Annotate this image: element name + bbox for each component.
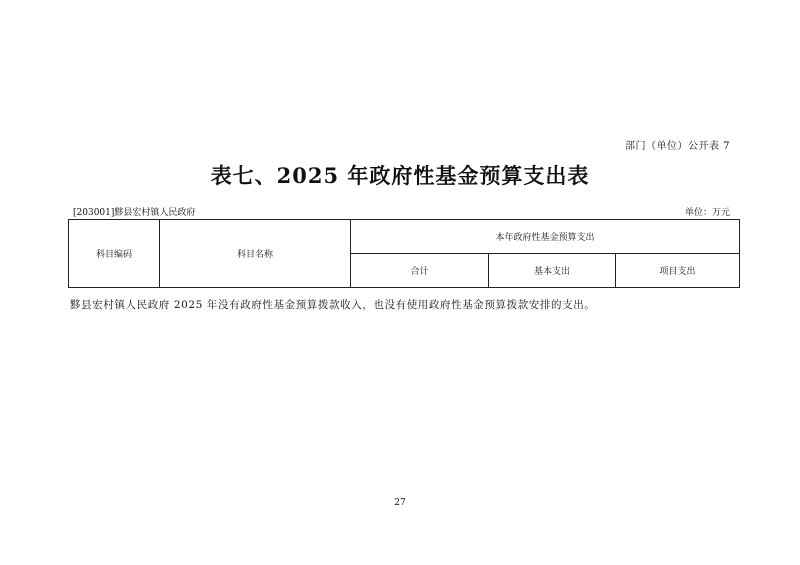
form-identifier: 部门（单位）公开表 7 xyxy=(624,141,730,152)
column-header-basic: 基本支出 xyxy=(489,254,616,288)
page-number: 27 xyxy=(394,498,406,508)
unit-name: [203001]黟县宏村镇人民政府 xyxy=(73,208,196,218)
currency-unit-label: 单位：万元 xyxy=(684,208,730,218)
explanatory-note: 黟县宏村镇人民政府 2025 年没有政府性基金预算拨款收入，也没有使用政府性基金预算拨款安排的支出。 xyxy=(70,299,596,311)
budget-table xyxy=(68,219,740,288)
column-header-project: 项目支出 xyxy=(616,254,740,288)
column-header-total: 合计 xyxy=(351,254,489,288)
column-group-header: 本年政府性基金预算支出 xyxy=(351,220,740,254)
page-title: 表七、2025 年政府性基金预算支出表 xyxy=(210,163,590,188)
column-header-code: 科目编码 xyxy=(69,220,160,288)
column-header-name: 科目名称 xyxy=(160,220,351,288)
